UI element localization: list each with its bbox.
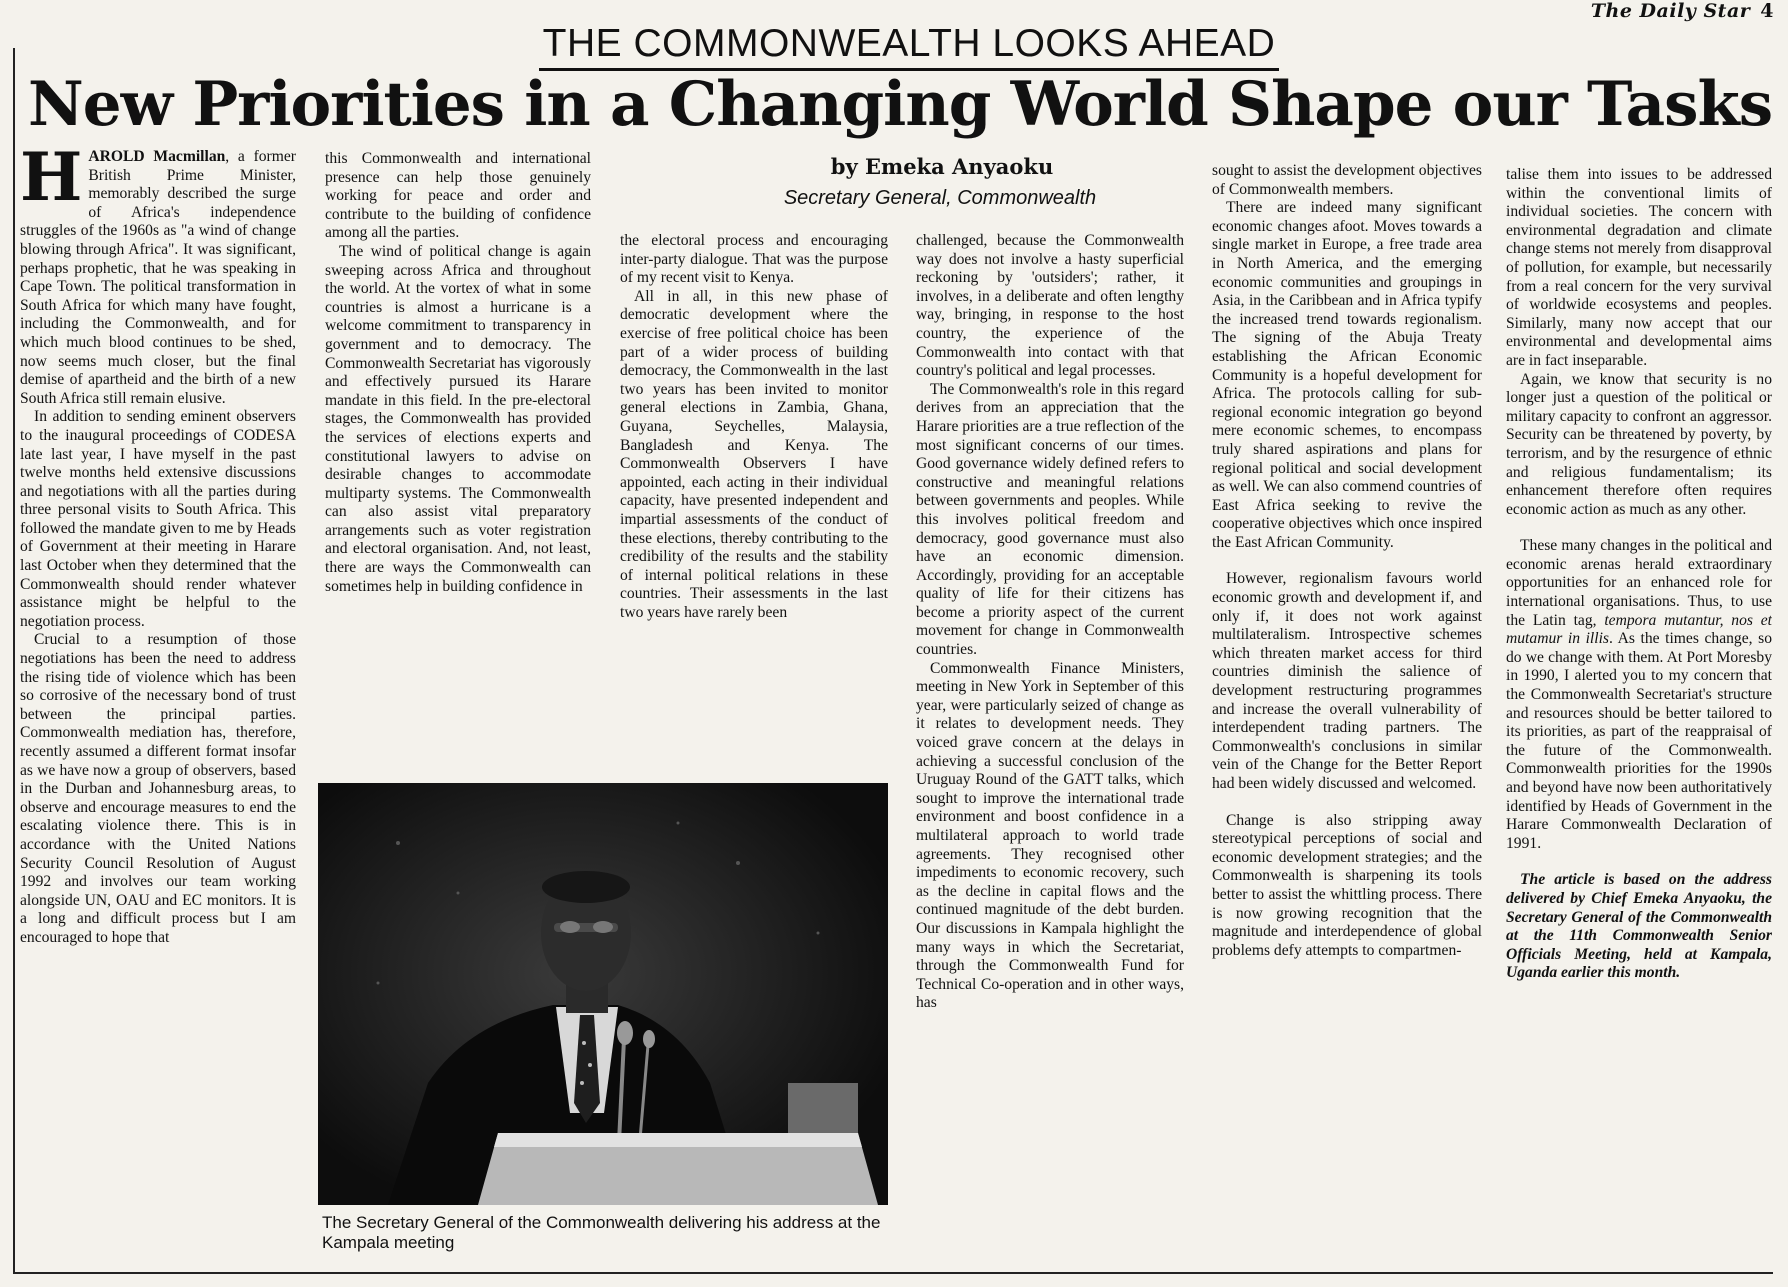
paragraph: In addition to sending eminent observers to the inaugural proceedings of CODESA late last year, I have myself in the past twelve months held extensive discussions and negotiations with all the parties during three personal visits to South Africa. This followed the mandate given to me by Heads of Government at their meeting in Harare last October when they determined that the Commonwealth should render whatever assistance might be helpful to the negotiation process.: [20, 408, 296, 630]
drop-cap: H: [20, 148, 83, 216]
page-number: 4: [1760, 0, 1774, 22]
paragraph: The Commonwealth's role in this regard derives from an appreciation that the Harare priorities are a true reflection of the most significant concerns of our times. Good governance widely defined refers to constructive and meaningful relations between governments and peoples. While this involves political freedom and democracy, good governance must also have an economic dimension. Accordingly, providing for an acceptable quality of life for their citizens has become a priority aspect of the current movement for change in Commonwealth countries.: [916, 380, 1184, 659]
article-column-6: [1506, 166, 1772, 1272]
masthead-name: The Daily Star: [1590, 0, 1751, 22]
byline: by Emeka Anyaoku: [830, 154, 1054, 179]
article-column-5: [1212, 162, 1482, 1268]
paragraph: this Commonwealth and international presence can help those genuinely working for peace and order and contribute to the building of confidence among all the parties.: [325, 150, 591, 242]
paragraph: However, regionalism favours world economic growth and development if, and only if, it does not work against multilateralism. Introspective schemes which threaten market access for third countries diminish the salience of development restructuring programmes and increase the overall vulnerability of interdependent trading partners. The Commonwealth's conclusions in similar vein of the Change for the Better Report had been widely discussed and welcomed.: [1212, 570, 1482, 792]
paragraph: [1506, 537, 1772, 853]
bottom-rule: [13, 1272, 1773, 1274]
kicker-text: THE COMMONWEALTH LOOKS AHEAD: [539, 22, 1280, 71]
paragraph: [20, 148, 296, 408]
headline: New Priorities in a Changing World Shape our Tasks: [28, 69, 1773, 140]
lead-in: AROLD Macmillan: [88, 148, 226, 165]
paragraph: Again, we know that security is no longer just a question of the political or military capacity to confront an aggressor. Security can be threatened by poverty, by terrorism, and by the resurgence of ethnic and religious fundamentalism; its enhancement therefore often requires economic action as much as any other.: [1506, 370, 1772, 518]
article-column-1: [20, 148, 296, 1268]
paragraph-text: These many changes in the political and economic arenas herald extraordinary opportunities for an enhanced role for international organisations. Thus, to use the Latin tag,: [1506, 537, 1772, 629]
latin-phrase: tempora mutantur, nos et mutamur in illis: [1506, 611, 1772, 648]
article-column-2: [325, 150, 591, 758]
paragraph: sought to assist the development objectives of Commonwealth members.: [1212, 162, 1482, 198]
article-column-3: [620, 232, 888, 758]
photo-caption: The Secretary General of the Commonwealth delivering his address at the Kampala meeting: [322, 1213, 881, 1252]
article-photo: [318, 783, 888, 1205]
left-column-rule: [13, 48, 15, 1273]
paragraph-text: . As the times change, so do we change with them. At Port Moresby in 1990, I alerted you to my concern that the Commonwealth Secretariat's structure and resources should be better tailored to its priorities, as part of the reappraisal of the future of the Commonwealth. Commonwealth priorities for the 1990s and beyond have now been authoritatively identified by Heads of Government in the Harare Commonwealth Declaration of 1991.: [1506, 630, 1772, 852]
paragraph: Crucial to a resumption of those negotiations has been the need to address the rising tide of violence which has been so corrosive of the necessary bond of trust between the principal parties. Commonwealth mediation has, therefore, recently assumed a different format insofar as we have now a group of observers, based in the Durban and Johannesburg areas, to observe and encourage measures to end the escalating violence there. This is in accordance with the United Nations Security Council Resolution of August 1992 and involves our team working alongside UN, OAU and EC monitors. It is a long and difficult process but I am encouraged to hope that: [20, 631, 296, 946]
article-column-4: [916, 232, 1184, 1268]
paragraph: Commonwealth Finance Ministers, meeting in New York in September of this year, were particularly seized of change as it relates to development needs. They voiced grave concern at the delays in achieving a successful conclusion of the Uruguay Round of the GATT talks, which sought to improve the international trade environment and boost confidence in a multilateral approach to world trade agreements. They recognised other impediments to economic recovery, such as the decline in capital flows and the continued magnitude of the debt burden. Our discussions in Kampala highlight the many ways in which the Secretariat, through the Commonwealth Fund for Technical Co-operation and in other ways, has: [916, 659, 1184, 1012]
paragraph-text: , a former British Prime Minister, memorably described the surge of Africa's independence struggles of the 1960s as "a wind of change blowing through Africa". It was significant, perhaps prophetic, that he was speaking in Cape Town. The political transformation in South Africa for which many have fought, including the Commonwealth, and for which much blood continues to be shed, now seems much closer, but the final demise of apartheid and the birth of a new South Africa still remain elusive.: [20, 148, 296, 407]
author-note: The article is based on the address delivered by Chief Emeka Anyaoku, the Secretary General of the Commonwealth at the 11th Commonwealth Senior Officials Meeting, held at Kampala, Uganda earlier this month.: [1506, 871, 1772, 982]
masthead: [1591, 0, 1774, 22]
paragraph: All in all, in this new phase of democratic development where the exercise of free political choice has been part of a wider process of building democracy, the Commonwealth in the last two years has been invited to monitor general elections in Zambia, Ghana, Guyana, Seychelles, Malaysia, Bangladesh and Kenya. The Commonwealth Observers I have appointed, each acting in their individual capacity, have presented independent and impartial assessments of the conduct of these elections, thereby contributing to the credibility of the results and the stability of internal political relations in these countries. Their assessments in the last two years have rarely been: [620, 287, 888, 621]
paragraph: the electoral process and encouraging inter-party dialogue. That was the purpose of my recent visit to Kenya.: [620, 232, 888, 287]
speaker-photo-illustration: [318, 783, 888, 1205]
paragraph: There are indeed many significant economic changes afoot. Moves towards a single market in Europe, a free trade area in North America, and the emerging economic communities and groupings in Asia, in the Caribbean and in Africa typify the increased trend towards regionalism. The signing of the Abuja Treaty establishing the African Economic Community is a hopeful development for Africa. The protocols calling for sub-regional economic integration go beyond mere economic schemes, to encompass truly shared aspirations and plans for regional political and social development as well. We can also commend countries of East Africa seeking to revive the cooperative objectives which once inspired the East African Community.: [1212, 199, 1482, 551]
paragraph: The wind of political change is again sweeping across Africa and throughout the world. At the vortex of what in some countries is almost a hurricane is a welcome commitment to transparency in government and to democracy. The Commonwealth Secretariat has vigorously and effectively pursued its Harare mandate in this field. In the pre-electoral stages, the Commonwealth has provided the services of elections experts and constitutional lawyers to advise on desirable changes to accommodate multiparty systems. The Commonwealth can also assist vital preparatory arrangements such as voter registration and electoral organisation. And, not least, there are ways the Commonwealth can sometimes help in building confidence in: [325, 242, 591, 595]
paragraph: Change is also stripping away stereotypical perceptions of social and economic development strategies; and the Commonwealth is sharpening its tools better to assist the whittling process. There is now growing recognition that the magnitude and interdependence of global problems defy attempts to compartmen-: [1212, 811, 1482, 959]
paragraph: talise them into issues to be addressed within the conventional limits of individual societies. The concern with environmental degradation and climate change stems not merely from disapproval of pollution, for example, but necessarily from a real concern for the very survival of worldwide ecosystems and peoples. Similarly, many now accept that our environmental and developmental aims are in fact inseparable.: [1506, 166, 1772, 369]
paragraph: challenged, because the Commonwealth way does not involve a hasty superficial reckoning by 'outsiders'; rather, it involves, in a deliberate and often lengthy way, bringing, in response to the host country, the experience of the Commonwealth into contact with that country's political and legal processes.: [916, 232, 1184, 380]
author-position: Secretary General, Commonwealth: [783, 187, 1097, 209]
section-kicker: [0, 22, 1788, 71]
